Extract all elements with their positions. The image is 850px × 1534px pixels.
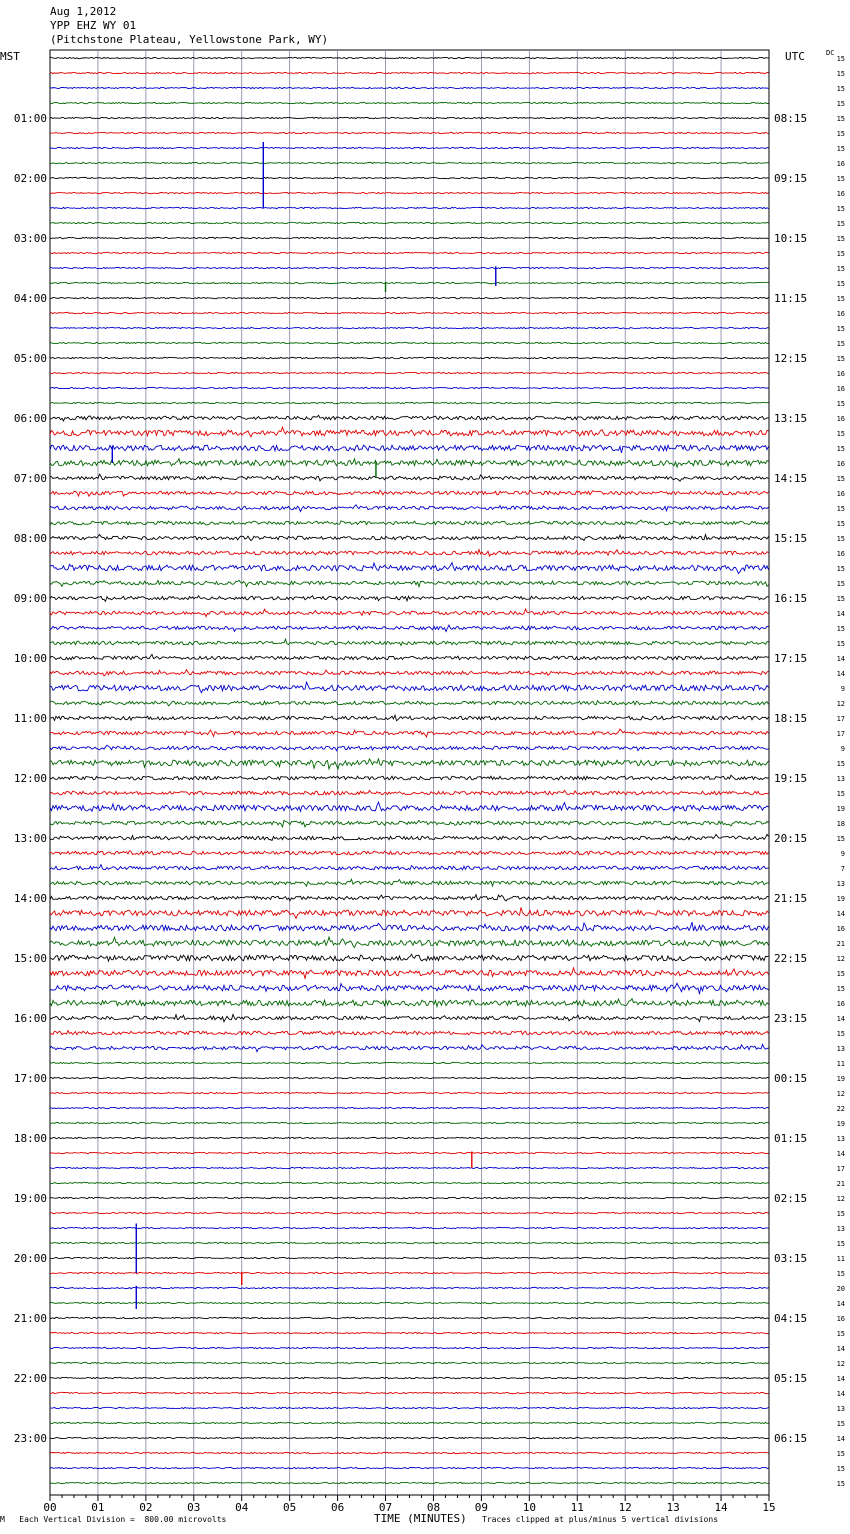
dc-offset-value: 16 [836,490,845,498]
left-hour-label: 18:00 [13,1132,47,1145]
dc-offset-value: 16 [836,925,845,933]
x-tick-label-08: 08 [426,1501,441,1514]
left-hour-label: 22:00 [13,1372,47,1385]
x-tick-label-13: 13 [666,1501,680,1514]
plot-frame [50,50,769,1495]
dc-offset-value: 15 [836,145,845,153]
dc-offset-value: 13 [836,880,845,888]
left-hour-label: 02:00 [13,172,47,185]
left-hour-label: 20:00 [13,1252,47,1265]
header-date: Aug 1,2012 [50,5,117,18]
dc-offset-value: 15 [836,520,845,528]
trace-row-1 [50,72,769,73]
dc-offset-value: 12 [836,1090,845,1098]
dc-offset-value: 15 [836,295,845,303]
trace-row-10 [50,207,769,208]
trace-row-36 [50,596,769,602]
dc-offset-value: 16 [836,460,845,468]
left-hour-label: 23:00 [13,1432,47,1445]
trace-row-8 [50,177,769,178]
dc-offset-value: 19 [836,1075,845,1083]
dc-offset-value: 15 [836,340,845,348]
trace-row-49 [50,790,769,795]
left-hour-label: 07:00 [13,472,47,485]
dc-offset-value: 9 [840,745,845,753]
left-hour-label: 13:00 [13,832,47,845]
dc-offset-value: 15 [836,115,845,123]
clip-note: Traces clipped at plus/minus 5 vertical divisions [482,1515,719,1524]
trace-row-54 [50,865,769,870]
dc-offset-value: 15 [836,760,845,768]
left-hour-label: 03:00 [13,232,47,245]
dc-offset-value: 14 [836,1015,845,1023]
left-hour-label: 15:00 [13,952,47,965]
right-hour-label: 00:15 [774,1072,808,1085]
left-timezone-label: MST [0,50,20,63]
trace-row-72 [50,1137,769,1138]
dc-offset-value: 16 [836,1000,845,1008]
dc-offset-value: 15 [836,100,845,108]
dc-offset-value: 14 [836,1375,845,1383]
trace-row-29 [50,490,769,496]
right-hour-label: 18:15 [774,712,808,725]
trace-row-22 [50,387,769,388]
trace-row-32 [50,535,769,541]
dc-offset-value: 14 [836,910,845,918]
right-hour-label: 11:15 [774,292,808,305]
trace-row-95 [50,1482,769,1483]
left-hour-label: 09:00 [13,592,47,605]
trace-row-50 [50,802,769,811]
dc-offset-value: 15 [836,1030,845,1038]
left-hour-label: 17:00 [13,1072,47,1085]
trace-row-61 [50,968,769,979]
dc-offset-value: 13 [836,1405,845,1413]
dc-offset-value: 14 [836,1345,845,1353]
dc-offset-value: 15 [836,1450,845,1458]
dc-offset-value: 16 [836,550,845,558]
right-hour-label: 01:15 [774,1132,808,1145]
trace-row-53 [50,851,769,855]
trace-row-19 [50,342,769,343]
dc-offset-value: 15 [836,1465,845,1473]
right-hour-label: 20:15 [774,832,808,845]
x-axis-title: TIME (MINUTES) [374,1512,467,1525]
trace-row-2 [50,87,769,88]
trace-row-48 [50,775,769,780]
trace-row-55 [50,879,769,886]
trace-row-15 [50,282,769,283]
dc-offset-value: 22 [836,1105,845,1113]
trace-row-66 [50,1044,769,1051]
dc-offset-value: 12 [836,955,845,963]
trace-row-4 [50,117,769,118]
trace-row-63 [50,999,769,1007]
dc-offset-value: 11 [836,1255,845,1263]
dc-offset-value: 15 [836,985,845,993]
dc-offset-value: 15 [836,835,845,843]
right-hour-label: 15:15 [774,532,808,545]
dc-offset-value: 15 [836,970,845,978]
dc-offset-value: 16 [836,160,845,168]
dc-offset-value: 11 [836,1060,845,1068]
dc-offset-value: 9 [840,685,845,693]
dc-offset-value: 13 [836,775,845,783]
trace-row-12 [50,237,769,238]
right-hour-label: 23:15 [774,1012,808,1025]
left-hour-label: 04:00 [13,292,47,305]
trace-row-65 [50,1031,769,1035]
trace-row-13 [50,252,769,253]
dc-offset-value: 12 [836,1360,845,1368]
dc-offset-value: 15 [836,400,845,408]
trace-row-18 [50,327,769,328]
right-hour-label: 02:15 [774,1192,808,1205]
dc-offset-value: 17 [836,715,845,723]
trace-row-39 [50,639,769,645]
dc-offset-value: 15 [836,85,845,93]
grid [50,50,769,1495]
dc-offset-value: 7 [840,865,845,873]
trace-row-38 [50,625,769,631]
dc-offset-value: 15 [836,1420,845,1428]
dc-offset-value: 15 [836,475,845,483]
trace-row-59 [50,937,769,947]
trace-row-31 [50,520,769,525]
dc-offset-value: 13 [836,1045,845,1053]
right-hour-label: 22:15 [774,952,808,965]
right-hour-label: 13:15 [774,412,808,425]
trace-row-23 [50,402,769,403]
right-hour-label: 03:15 [774,1252,808,1265]
right-hour-label: 08:15 [774,112,808,125]
trace-row-67 [50,1062,769,1063]
trace-row-62 [50,983,769,994]
dc-offset-value: 17 [836,1165,845,1173]
dc-offset-value: 15 [836,265,845,273]
dc-offset-value: 21 [836,1180,845,1188]
dc-offset-value: 18 [836,820,845,828]
x-tick-label-14: 14 [714,1501,728,1514]
trace-row-58 [50,922,769,931]
dc-offset-value: 17 [836,730,845,738]
trace-row-17 [50,312,769,313]
right-hour-label: 09:15 [774,172,808,185]
trace-row-27 [50,459,769,467]
dc-offset-value: 16 [836,415,845,423]
dc-offset-value: 16 [836,1315,845,1323]
trace-row-42 [50,682,769,693]
dc-offset-value: 14 [836,610,845,618]
right-hour-label: 05:15 [774,1372,808,1385]
dc-offset-value: 14 [836,1435,845,1443]
left-hour-label: 16:00 [13,1012,47,1025]
left-hour-label: 19:00 [13,1192,47,1205]
dc-offset-value: 15 [836,430,845,438]
right-timezone-label: UTC [785,50,805,63]
trace-row-76 [50,1197,769,1198]
trace-row-47 [50,759,769,769]
x-tick-label-02: 02 [139,1501,153,1514]
dc-offset-value: 15 [836,70,845,78]
x-tick-label-00: 00 [43,1501,57,1514]
trace-row-33 [50,550,769,557]
dc-offset-value: 15 [836,55,845,63]
dc-offset-value: 14 [836,1300,845,1308]
seismic-traces [50,57,769,1483]
dc-offset-value: 16 [836,310,845,318]
trace-row-79 [50,1242,769,1243]
dc-offset-value: 15 [836,535,845,543]
dc-offset-value: 14 [836,1150,845,1158]
left-hour-labels [14,112,47,1445]
dc-offset-value: 16 [836,370,845,378]
x-tick-label-10: 10 [522,1501,536,1514]
trace-row-82 [50,1287,769,1288]
x-tick-label-03: 03 [187,1501,201,1514]
trace-row-3 [50,102,769,103]
trace-row-88 [50,1377,769,1378]
trace-row-60 [50,954,769,961]
dc-offset-value: 15 [836,640,845,648]
trace-row-56 [50,895,769,901]
trace-row-93 [50,1452,769,1453]
header-location: (Pitchstone Plateau, Yellowstone Park, WY) [50,33,329,46]
dc-offset-value: 12 [836,700,845,708]
x-tick-label-07: 07 [378,1501,393,1514]
dc-offset-value: 15 [836,325,845,333]
dc-offset-value: 15 [836,1210,845,1218]
left-hour-label: 12:00 [13,772,47,785]
trace-row-71 [50,1122,769,1123]
dc-offset-value: 15 [836,280,845,288]
dc-offset-value: 15 [836,205,845,213]
dc-offset-value: 9 [840,850,845,858]
trace-row-87 [50,1362,769,1363]
header-station: YPP EHZ WY 01 [50,19,137,32]
trace-row-11 [50,222,769,223]
dc-label: DC [826,49,835,57]
dc-offset-value: 14 [836,670,845,678]
trace-row-24 [50,415,769,421]
dc-offset-value: 15 [836,1330,845,1338]
dc-offset-value: 20 [836,1285,845,1293]
trace-row-89 [50,1392,769,1393]
dc-offset-value: 15 [836,790,845,798]
trace-row-64 [50,1014,769,1021]
right-hour-label: 12:15 [774,352,808,365]
dc-offset-value: 16 [836,385,845,393]
dc-offset-column [837,55,845,1488]
trace-row-84 [50,1317,769,1318]
trace-row-25 [50,427,769,437]
dc-offset-value: 15 [836,625,845,633]
left-hour-label: 06:00 [13,412,47,425]
trace-row-94 [50,1467,769,1468]
x-tick-label-12: 12 [618,1501,632,1514]
trace-row-35 [50,580,769,586]
trace-row-78 [50,1227,769,1228]
trace-row-57 [50,907,769,918]
trace-row-21 [50,372,769,373]
left-hour-label: 11:00 [13,712,47,725]
dc-offset-value: 16 [836,190,845,198]
dc-offset-value: 21 [836,940,845,948]
x-tick-label-11: 11 [570,1501,584,1514]
trace-row-16 [50,297,769,298]
trace-row-37 [50,609,769,617]
trace-row-86 [50,1347,769,1348]
x-tick-label-05: 05 [283,1501,297,1514]
right-hour-label: 16:15 [774,592,808,605]
trace-row-20 [50,357,769,358]
trace-row-83 [50,1302,769,1303]
dc-offset-value: 15 [836,220,845,228]
trace-row-43 [50,701,769,706]
dc-offset-value: 15 [836,355,845,363]
trace-row-90 [50,1407,769,1408]
x-tick-label-15: 15 [762,1501,776,1514]
dc-offset-value: 14 [836,655,845,663]
trace-row-51 [50,820,769,827]
trace-row-92 [50,1437,769,1438]
dc-offset-value: 15 [836,175,845,183]
trace-row-0 [50,57,769,58]
dc-offset-value: 14 [836,1390,845,1398]
trace-row-46 [50,745,769,750]
dc-offset-value: 19 [836,895,845,903]
right-hour-label: 14:15 [774,472,808,485]
trace-row-91 [50,1422,769,1423]
dc-offset-value: 19 [836,805,845,813]
scale-note: M Each Vertical Division = 800.00 microvolts [0,1515,227,1524]
trace-row-75 [50,1182,769,1183]
dc-offset-value: 15 [836,445,845,453]
x-tick-label-01: 01 [91,1501,105,1514]
dc-offset-value: 15 [836,1270,845,1278]
trace-row-34 [50,563,769,574]
trace-row-14 [50,267,769,268]
trace-row-85 [50,1332,769,1333]
trace-row-52 [50,834,769,840]
dc-offset-value: 15 [836,235,845,243]
trace-row-28 [50,474,769,481]
trace-row-80 [50,1257,769,1258]
dc-offset-value: 15 [836,595,845,603]
trace-row-44 [50,715,769,721]
right-hour-labels [774,112,807,1445]
dc-offset-value: 15 [836,565,845,573]
x-tick-label-06: 06 [330,1501,345,1514]
trace-row-41 [50,670,769,676]
trace-row-6 [50,147,769,148]
right-hour-label: 19:15 [774,772,808,785]
trace-row-81 [50,1272,769,1273]
left-hour-label: 05:00 [13,352,47,365]
trace-row-7 [50,162,769,163]
left-hour-label: 14:00 [13,892,47,905]
trace-row-5 [50,132,769,133]
trace-row-26 [50,445,769,453]
trace-row-9 [50,192,769,193]
left-hour-label: 01:00 [13,112,47,125]
trace-row-40 [50,654,769,659]
dc-offset-value: 15 [836,580,845,588]
dc-offset-value: 15 [836,130,845,138]
right-hour-label: 10:15 [774,232,808,245]
left-hour-label: 08:00 [13,532,47,545]
dc-offset-value: 15 [836,250,845,258]
dc-offset-value: 15 [836,1240,845,1248]
x-tick-label-04: 04 [235,1501,249,1514]
dc-offset-value: 13 [836,1225,845,1233]
trace-row-30 [50,505,769,512]
dc-offset-value: 15 [836,505,845,513]
left-hour-label: 21:00 [13,1312,47,1325]
trace-row-45 [50,729,769,737]
trace-row-68 [50,1077,769,1078]
trace-row-70 [50,1107,769,1108]
trace-row-69 [50,1092,769,1093]
dc-offset-value: 19 [836,1120,845,1128]
left-hour-label: 10:00 [13,652,47,665]
x-tick-label-09: 09 [474,1501,489,1514]
dc-offset-value: 12 [836,1195,845,1203]
dc-offset-value: 13 [836,1135,845,1143]
trace-row-73 [50,1152,769,1153]
right-hour-label: 04:15 [774,1312,808,1325]
right-hour-label: 21:15 [774,892,808,905]
right-hour-label: 17:15 [774,652,808,665]
dc-offset-value: 15 [836,1480,845,1488]
trace-row-77 [50,1212,769,1213]
right-hour-label: 06:15 [774,1432,808,1445]
trace-row-74 [50,1167,769,1168]
